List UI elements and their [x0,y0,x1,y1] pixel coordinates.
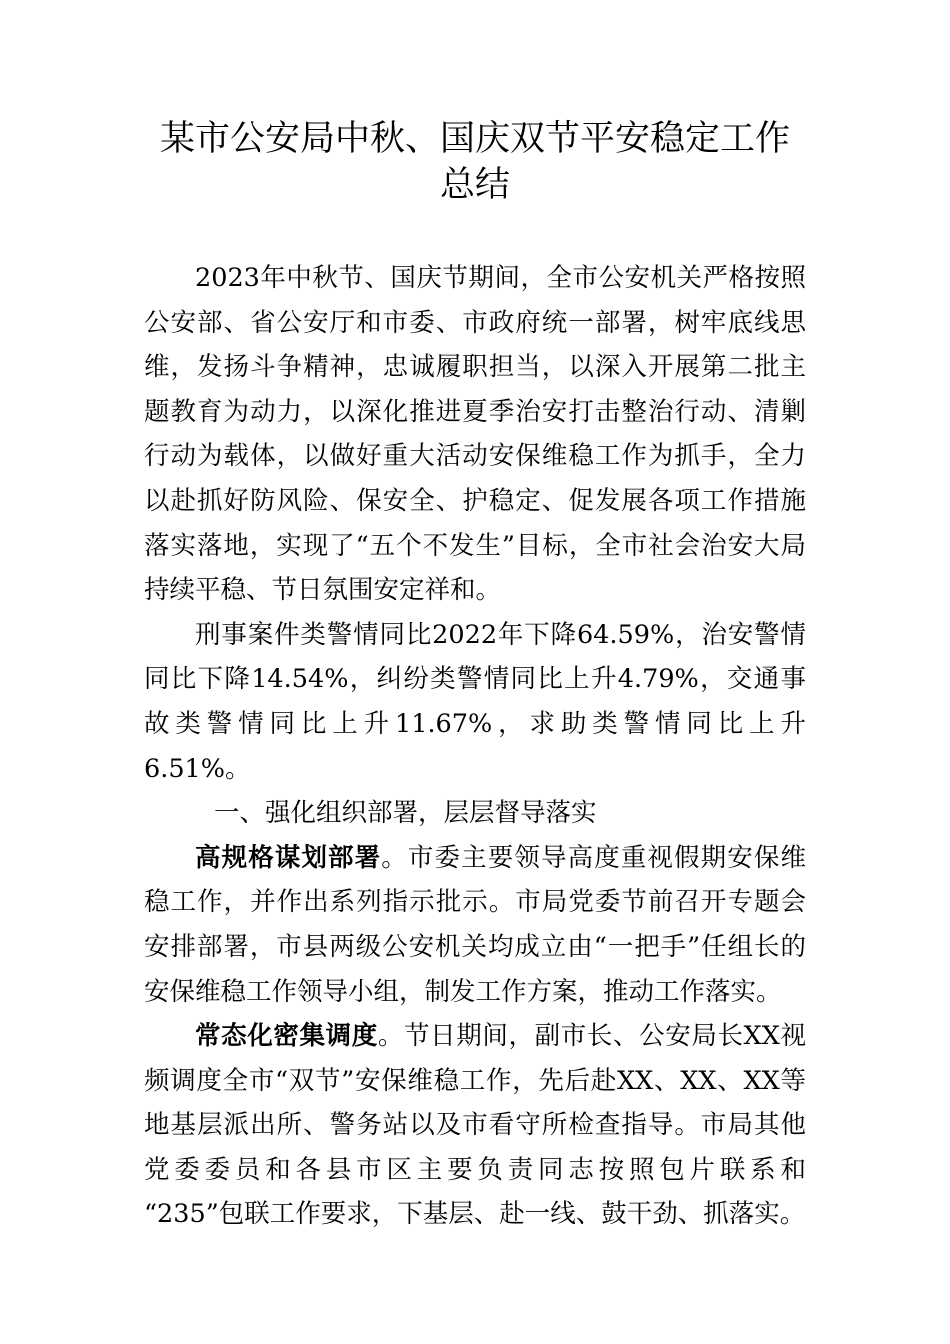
intro-paragraph: 2023年中秋节、国庆节期间，全市公安机关严格按照公安部、省公安厅和市委、市政府统一部署，树牢底线思维，发扬斗争精神，忠诚履职担当，以深入开展第二批主题教育为动力，以深化推进夏季治安打击整治行动、清剿行动为载体，以做好重大活动安保维稳工作为抓手，全力以赴抓好防风险、保安全、护稳定、促发展各项工作措施落实落地，实现了“五个不发生”目标，全市社会治安大局持续平稳、节日氛围安定祥和。 [144,263,806,606]
planning-lead: 高规格谋划部署 [195,842,382,873]
section-heading-1: 一、强化组织部署，层层督导落实 [214,798,597,829]
title-line-1: 某市公安局中秋、国庆双节平安稳定工作 [159,119,790,159]
dispatch-lead: 常态化密集调度 [195,1021,378,1052]
statistics-paragraph: 刑事案件类警情同比2022年下降64.59%，治安警情同比下降14.54%，纠纷类警情同比上升4.79%，交通事故类警情同比上升11.67%，求助类警情同比上升6.51%。 [144,619,806,784]
document-body [144,256,806,1237]
planning-paragraph [144,836,806,1014]
title-line-2: 总结 [439,165,510,205]
dispatch-paragraph [144,1014,806,1237]
document-title [140,116,810,208]
dispatch-text: 。节日期间，副市长、公安局长XX视频调度全市“双节”安保维稳工作，先后赴XX、XX、XX等地基层派出所、警务站以及市看守所检查指导。市局其他党委委员和各县市区主要负责同志按照包片联系和 “235”包联工作要求，下基层、赴一线、鼓干劲、抓落实。 [144,1021,806,1230]
planning-text: 。市委主要领导高度重视假期安保维稳工作，并作出系列指示批示。市局党委节前召开专题会安排部署，市县两级公安机关均成立由“一把手”任组长的安保维稳工作领导小组，制发工作方案，推动工作落实。 [144,842,806,1007]
